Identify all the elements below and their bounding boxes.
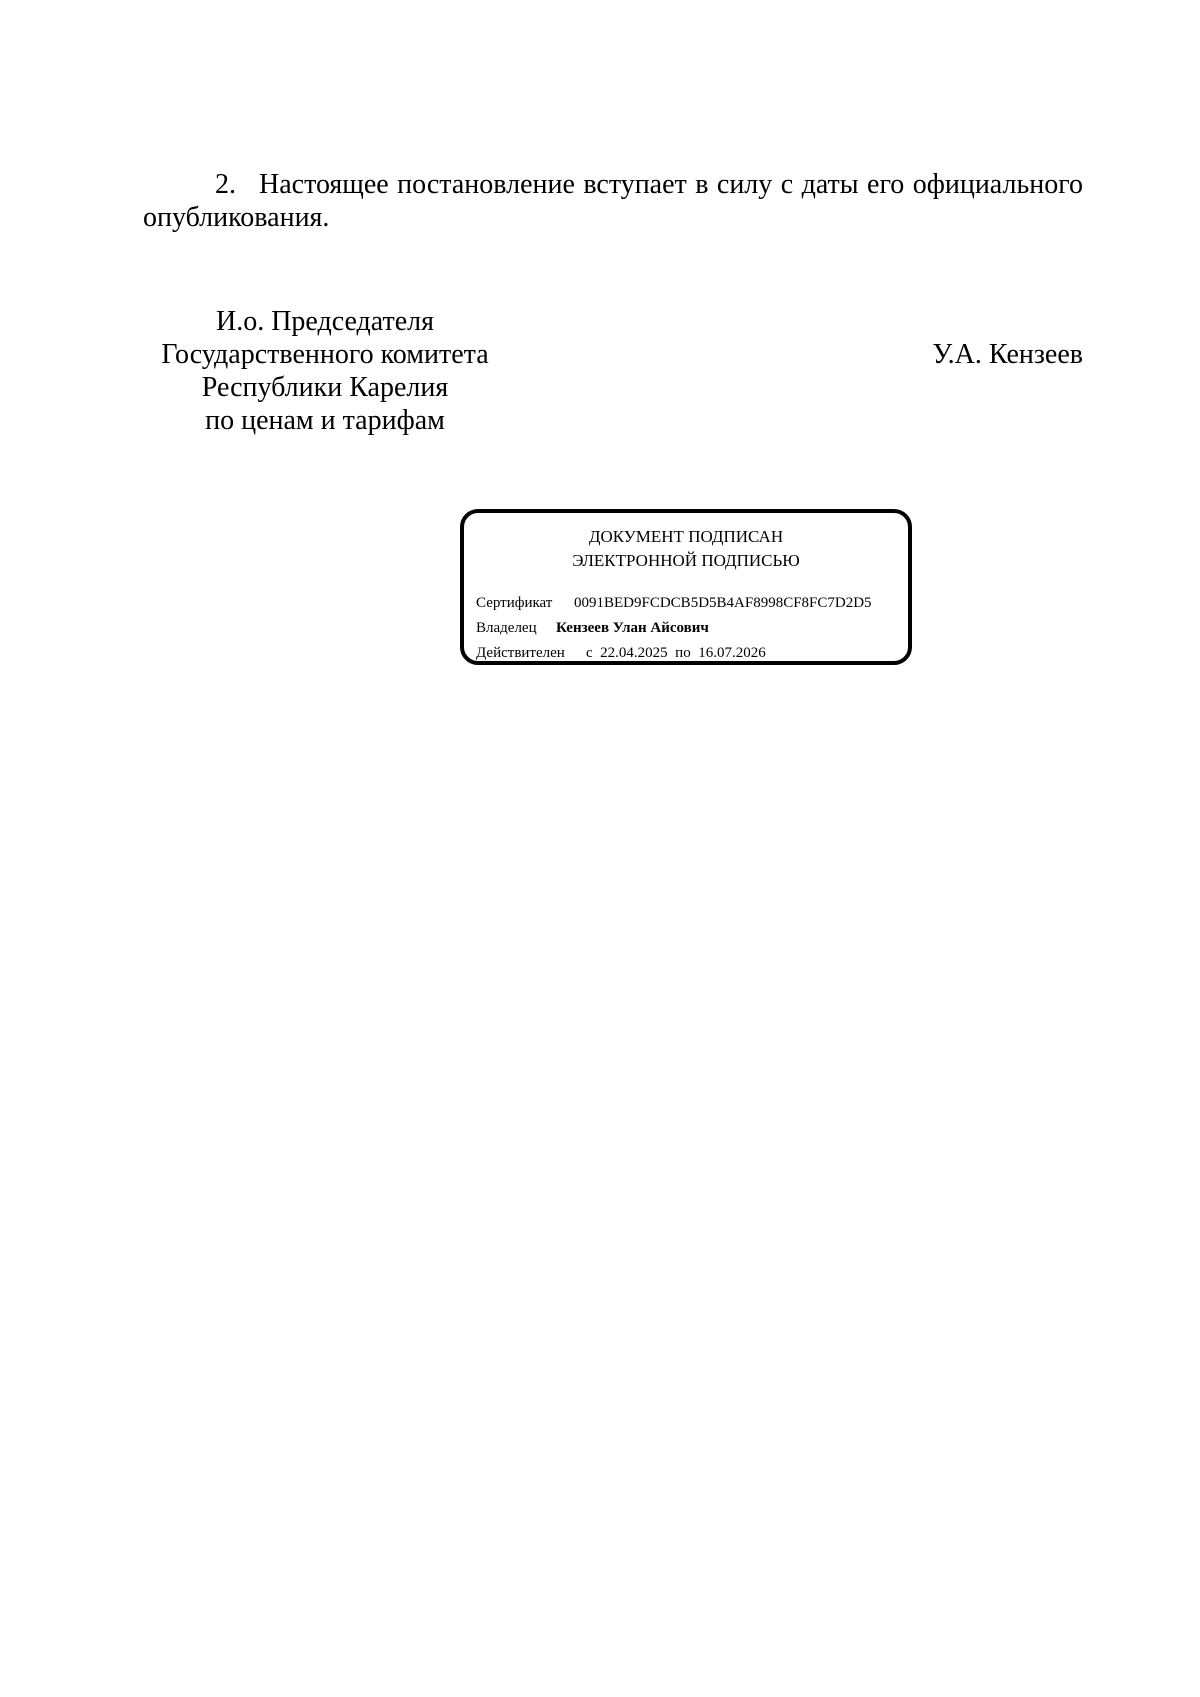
valid-label: Действителен [476,645,565,661]
stamp-title [464,525,908,573]
owner-value: Кензеев Улан Айсович [556,620,709,636]
signatory-position [140,305,510,437]
certificate-label: Сертификат [476,595,553,611]
signatory-name: У.А. Кензеев [932,339,1083,370]
stamp-owner-row [476,620,709,637]
paragraph-text: Настоящее постановление вступает в силу с даты его официального опубликования. [143,169,1083,233]
position-line: по ценам и тарифам [205,405,445,436]
valid-from-prefix: с [586,645,593,661]
owner-label: Владелец [476,620,537,636]
e-signature-stamp [460,509,912,665]
valid-to-prefix: по [675,645,691,661]
position-line: Государственного комитета [161,339,489,370]
valid-from-date: 22.04.2025 [600,645,668,661]
stamp-validity-row [476,645,766,662]
paragraph-2 [143,168,1083,234]
stamp-title-line2: ЭЛЕКТРОННОЙ ПОДПИСЬЮ [572,551,800,570]
position-line: И.о. Председателя [215,306,435,337]
valid-to-date: 16.07.2026 [698,645,766,661]
stamp-certificate-row [476,595,872,612]
paragraph-number: 2. [215,169,236,200]
stamp-title-line1: ДОКУМЕНТ ПОДПИСАН [588,527,784,546]
certificate-value: 0091BED9FCDCB5D5B4AF8998CF8FC7D2D5 [574,595,872,611]
position-line: Республики Карелия [201,372,449,403]
